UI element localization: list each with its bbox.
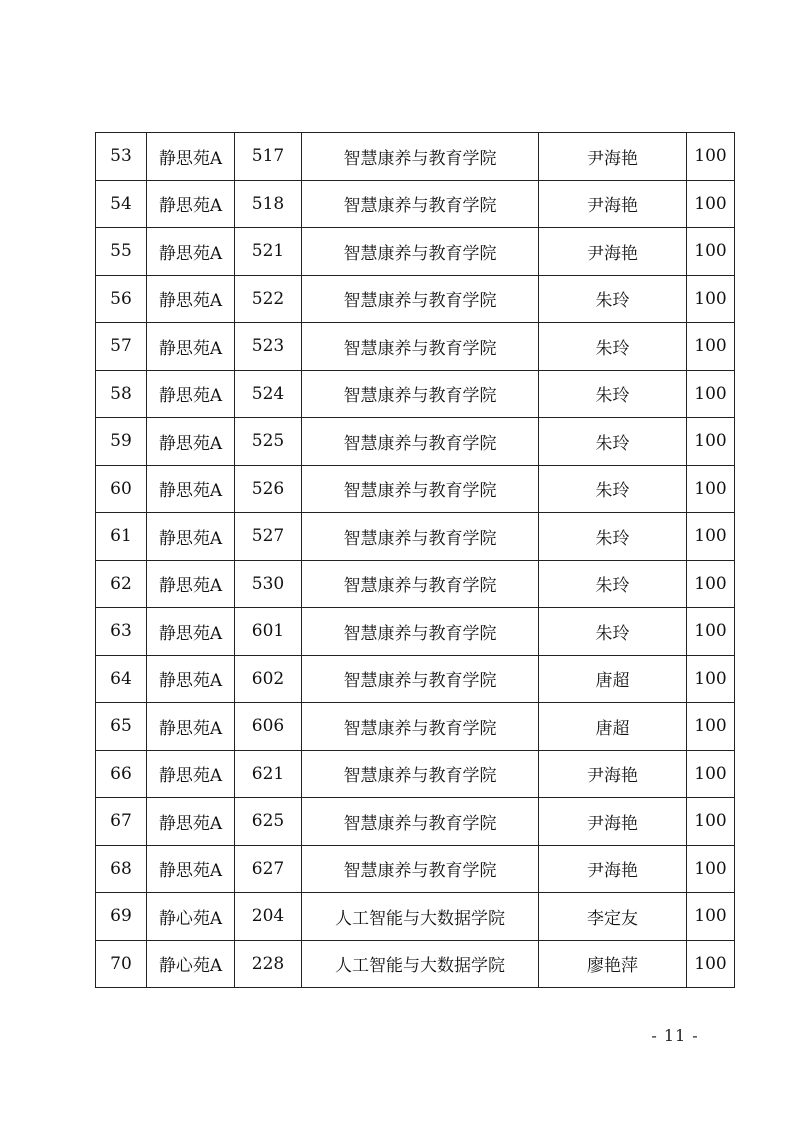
- college-cell: 人工智能与大数据学院: [302, 940, 539, 988]
- room-number-cell: 601: [235, 608, 302, 656]
- row-number-cell: 55: [96, 228, 147, 276]
- college-cell: 智慧康养与教育学院: [302, 418, 539, 466]
- person-in-charge-cell: 朱玲: [539, 418, 687, 466]
- row-number-cell: 65: [96, 703, 147, 751]
- table-row: [96, 798, 735, 846]
- score-cell: 100: [687, 750, 735, 798]
- building-cell: 静思苑A: [147, 703, 235, 751]
- score-cell: 100: [687, 275, 735, 323]
- table-row: [96, 228, 735, 276]
- room-number-cell: 527: [235, 513, 302, 561]
- score-cell: 100: [687, 893, 735, 941]
- room-number-cell: 517: [235, 133, 302, 181]
- room-number-cell: 602: [235, 655, 302, 703]
- table-row: [96, 703, 735, 751]
- table-row: [96, 608, 735, 656]
- row-number-cell: 69: [96, 893, 147, 941]
- person-in-charge-cell: 朱玲: [539, 465, 687, 513]
- room-number-cell: 204: [235, 893, 302, 941]
- row-number-cell: 64: [96, 655, 147, 703]
- room-number-cell: 524: [235, 370, 302, 418]
- person-in-charge-cell: 尹海艳: [539, 180, 687, 228]
- score-cell: 100: [687, 513, 735, 561]
- building-cell: 静思苑A: [147, 513, 235, 561]
- room-number-cell: 530: [235, 560, 302, 608]
- score-cell: 100: [687, 323, 735, 371]
- college-cell: 智慧康养与教育学院: [302, 465, 539, 513]
- row-number-cell: 56: [96, 275, 147, 323]
- score-cell: 100: [687, 940, 735, 988]
- room-number-cell: 228: [235, 940, 302, 988]
- building-cell: 静思苑A: [147, 560, 235, 608]
- person-in-charge-cell: 尹海艳: [539, 798, 687, 846]
- building-cell: 静思苑A: [147, 275, 235, 323]
- college-cell: 智慧康养与教育学院: [302, 228, 539, 276]
- building-cell: 静思苑A: [147, 418, 235, 466]
- score-cell: 100: [687, 465, 735, 513]
- person-in-charge-cell: 朱玲: [539, 608, 687, 656]
- person-in-charge-cell: 朱玲: [539, 370, 687, 418]
- person-in-charge-cell: 唐超: [539, 703, 687, 751]
- college-cell: 智慧康养与教育学院: [302, 845, 539, 893]
- row-number-cell: 57: [96, 323, 147, 371]
- row-number-cell: 67: [96, 798, 147, 846]
- table-row: [96, 275, 735, 323]
- row-number-cell: 53: [96, 133, 147, 181]
- building-cell: 静思苑A: [147, 180, 235, 228]
- room-number-cell: 606: [235, 703, 302, 751]
- college-cell: 智慧康养与教育学院: [302, 133, 539, 181]
- row-number-cell: 70: [96, 940, 147, 988]
- college-cell: 智慧康养与教育学院: [302, 703, 539, 751]
- table-row: [96, 940, 735, 988]
- building-cell: 静心苑A: [147, 893, 235, 941]
- row-number-cell: 60: [96, 465, 147, 513]
- college-cell: 智慧康养与教育学院: [302, 560, 539, 608]
- row-number-cell: 54: [96, 180, 147, 228]
- room-number-cell: 526: [235, 465, 302, 513]
- score-cell: 100: [687, 370, 735, 418]
- table-body: [96, 133, 735, 988]
- person-in-charge-cell: 朱玲: [539, 560, 687, 608]
- score-cell: 100: [687, 133, 735, 181]
- row-number-cell: 59: [96, 418, 147, 466]
- score-cell: 100: [687, 845, 735, 893]
- table-row: [96, 750, 735, 798]
- page-number: - 11 -: [651, 1026, 699, 1045]
- college-cell: 智慧康养与教育学院: [302, 370, 539, 418]
- person-in-charge-cell: 尹海艳: [539, 133, 687, 181]
- table-row: [96, 180, 735, 228]
- room-number-cell: 525: [235, 418, 302, 466]
- building-cell: 静心苑A: [147, 940, 235, 988]
- row-number-cell: 62: [96, 560, 147, 608]
- row-number-cell: 58: [96, 370, 147, 418]
- dormitory-score-table: [95, 132, 735, 988]
- building-cell: 静思苑A: [147, 750, 235, 798]
- building-cell: 静思苑A: [147, 465, 235, 513]
- college-cell: 智慧康养与教育学院: [302, 180, 539, 228]
- person-in-charge-cell: 朱玲: [539, 513, 687, 561]
- row-number-cell: 61: [96, 513, 147, 561]
- college-cell: 智慧康养与教育学院: [302, 608, 539, 656]
- building-cell: 静思苑A: [147, 133, 235, 181]
- score-cell: 100: [687, 228, 735, 276]
- building-cell: 静思苑A: [147, 370, 235, 418]
- table-row: [96, 893, 735, 941]
- college-cell: 智慧康养与教育学院: [302, 513, 539, 561]
- room-number-cell: 522: [235, 275, 302, 323]
- score-cell: 100: [687, 608, 735, 656]
- room-number-cell: 625: [235, 798, 302, 846]
- college-cell: 人工智能与大数据学院: [302, 893, 539, 941]
- person-in-charge-cell: 尹海艳: [539, 750, 687, 798]
- college-cell: 智慧康养与教育学院: [302, 798, 539, 846]
- score-cell: 100: [687, 180, 735, 228]
- score-cell: 100: [687, 703, 735, 751]
- table-row: [96, 845, 735, 893]
- score-cell: 100: [687, 560, 735, 608]
- room-number-cell: 518: [235, 180, 302, 228]
- row-number-cell: 66: [96, 750, 147, 798]
- person-in-charge-cell: 李定友: [539, 893, 687, 941]
- college-cell: 智慧康养与教育学院: [302, 275, 539, 323]
- row-number-cell: 68: [96, 845, 147, 893]
- table-row: [96, 560, 735, 608]
- score-cell: 100: [687, 798, 735, 846]
- building-cell: 静思苑A: [147, 608, 235, 656]
- room-number-cell: 523: [235, 323, 302, 371]
- table-row: [96, 418, 735, 466]
- room-number-cell: 521: [235, 228, 302, 276]
- building-cell: 静思苑A: [147, 798, 235, 846]
- building-cell: 静思苑A: [147, 228, 235, 276]
- person-in-charge-cell: 唐超: [539, 655, 687, 703]
- table-row: [96, 465, 735, 513]
- table-row: [96, 133, 735, 181]
- building-cell: 静思苑A: [147, 845, 235, 893]
- person-in-charge-cell: 尹海艳: [539, 845, 687, 893]
- room-number-cell: 627: [235, 845, 302, 893]
- table-row: [96, 655, 735, 703]
- person-in-charge-cell: 廖艳萍: [539, 940, 687, 988]
- table-row: [96, 370, 735, 418]
- score-cell: 100: [687, 655, 735, 703]
- building-cell: 静思苑A: [147, 323, 235, 371]
- person-in-charge-cell: 朱玲: [539, 323, 687, 371]
- person-in-charge-cell: 朱玲: [539, 275, 687, 323]
- room-number-cell: 621: [235, 750, 302, 798]
- building-cell: 静思苑A: [147, 655, 235, 703]
- college-cell: 智慧康养与教育学院: [302, 750, 539, 798]
- table-row: [96, 323, 735, 371]
- table-row: [96, 513, 735, 561]
- person-in-charge-cell: 尹海艳: [539, 228, 687, 276]
- row-number-cell: 63: [96, 608, 147, 656]
- score-cell: 100: [687, 418, 735, 466]
- college-cell: 智慧康养与教育学院: [302, 655, 539, 703]
- college-cell: 智慧康养与教育学院: [302, 323, 539, 371]
